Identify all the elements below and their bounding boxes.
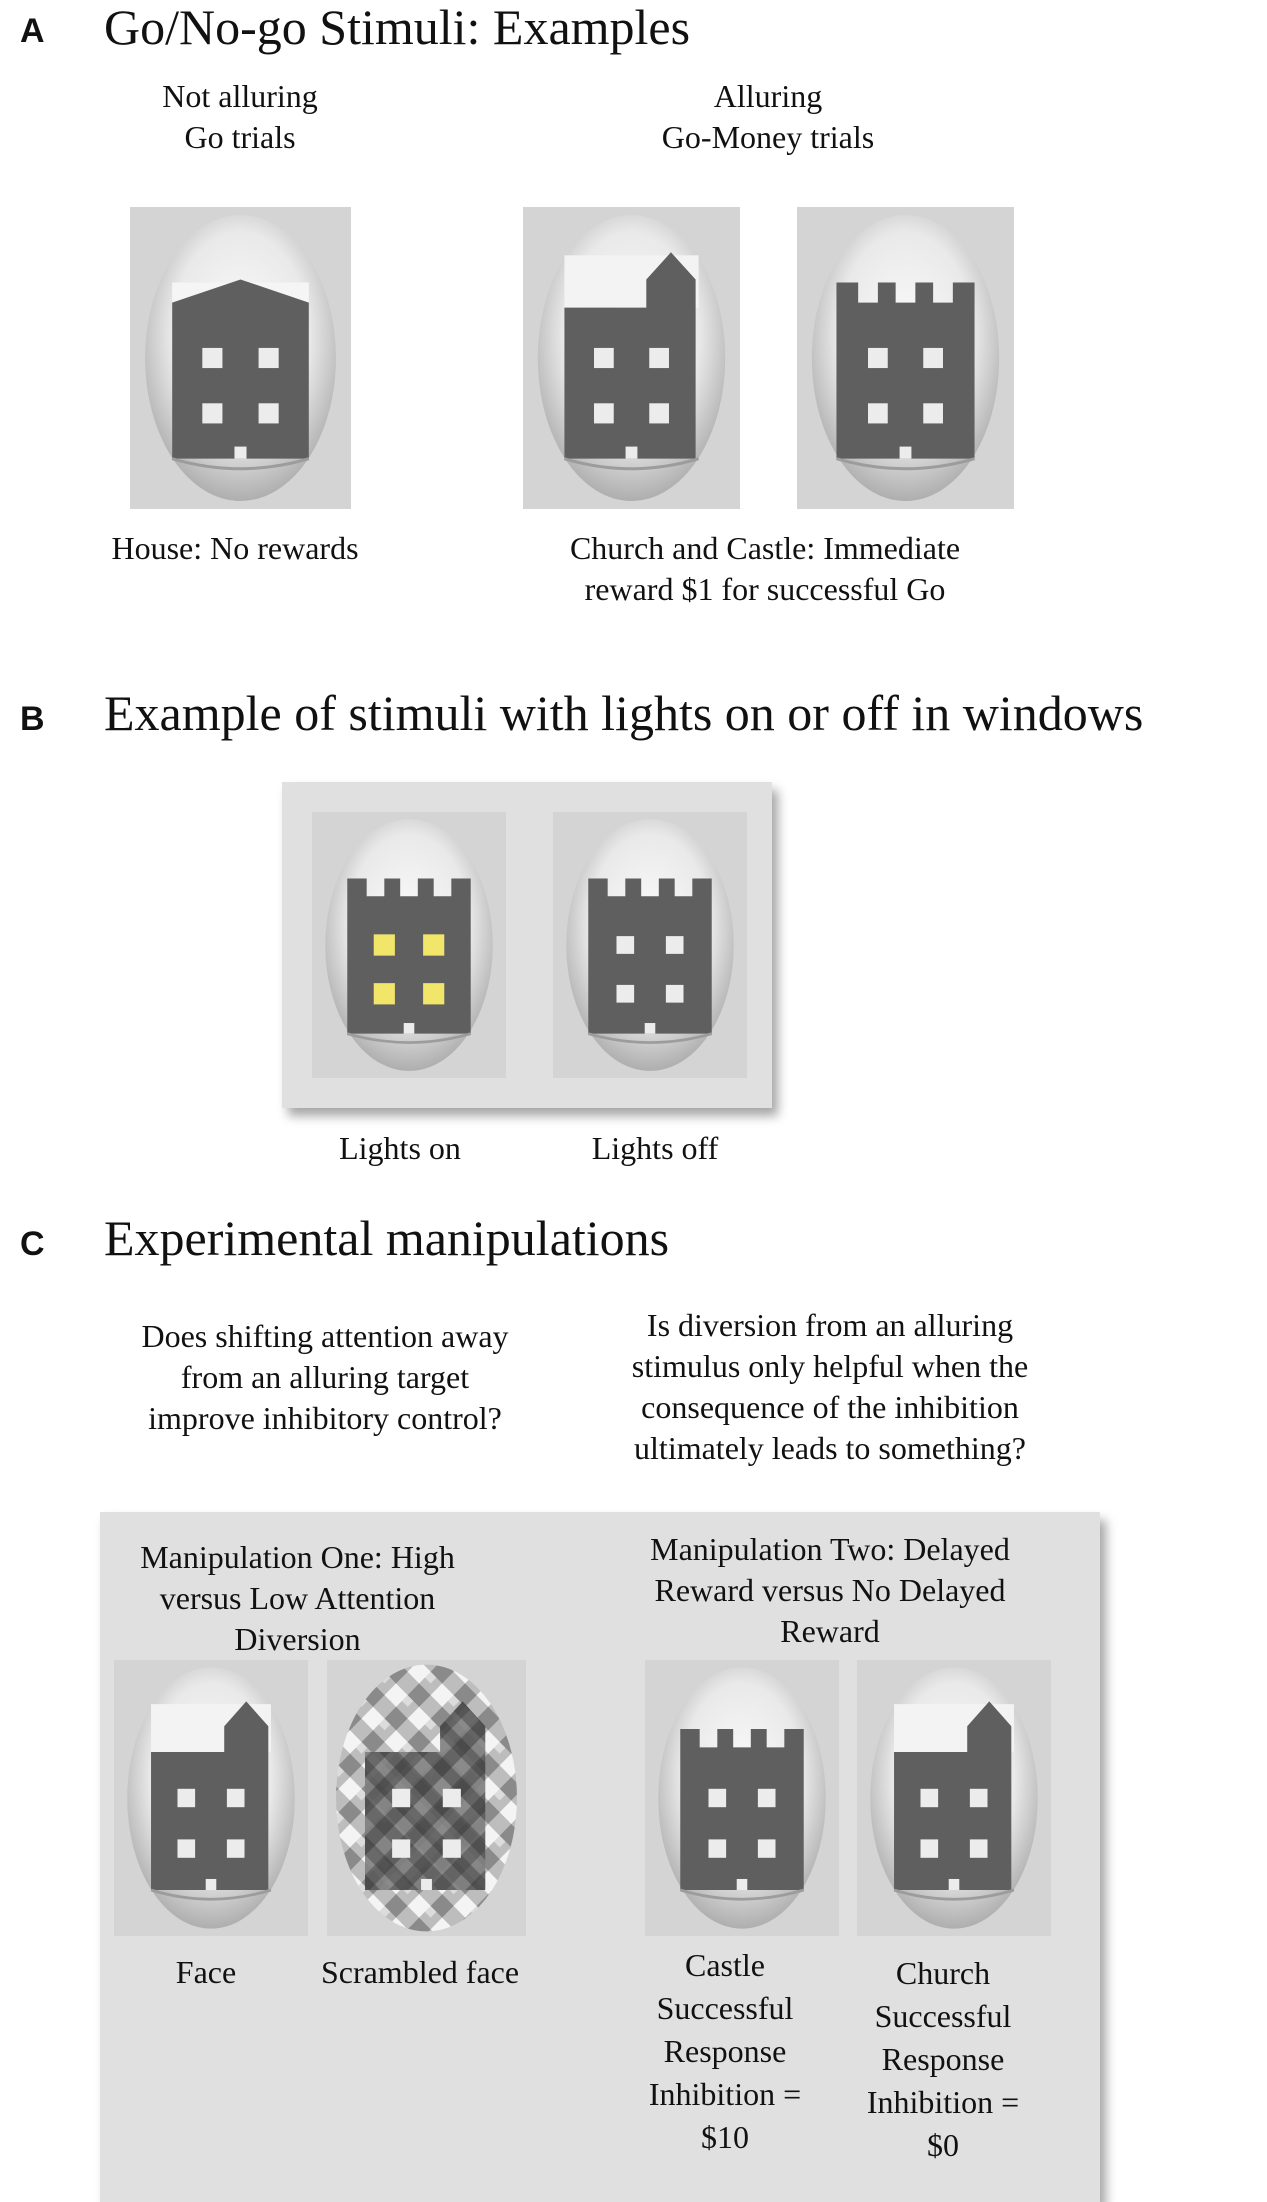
house-caption: House: No rewards	[111, 530, 359, 566]
church-reward-label: Church Successful Response Inhibition = $0	[866, 1955, 1020, 2163]
not-alluring-header: Not alluring Go trials	[162, 78, 318, 155]
scrambled-face-stimulus	[327, 1660, 526, 1936]
lights-off-label: Lights off	[591, 1130, 719, 1166]
question-left: Does shifting attention away from an alluring target improve inhibitory control?	[141, 1318, 509, 1436]
panel-a-title: Go/No-go Stimuli: Examples	[104, 0, 691, 55]
lights-on-stimulus	[312, 812, 506, 1078]
lights-on-label: Lights on	[339, 1130, 461, 1166]
manipulation-one-title: Manipulation One: High versus Low Attention Diversion	[140, 1539, 455, 1657]
face-label: Face	[175, 1954, 237, 1990]
lights-off-stimulus	[553, 812, 747, 1078]
panel-a-letter: A	[20, 12, 45, 50]
scrambled-face-label: Scrambled face	[320, 1954, 520, 1990]
castle-reward-label: Castle Successful Response Inhibition = $10	[648, 1947, 802, 2155]
face-stimulus	[114, 1660, 308, 1936]
panel-c-title: Experimental manipulations	[104, 1210, 670, 1266]
church-delayed-stimulus	[857, 1660, 1051, 1936]
castle-delayed-stimulus	[645, 1660, 839, 1936]
panel-b-title: Example of stimuli with lights on or off in windows	[104, 685, 1144, 741]
manipulation-two-title: Manipulation Two: Delayed Reward versus No Delayed Reward	[650, 1531, 1010, 1649]
alluring-header: Alluring Go-Money trials	[661, 78, 875, 155]
castle-stimulus	[797, 207, 1014, 509]
panel-c-letter: C	[20, 1225, 45, 1263]
church-stimulus	[523, 207, 740, 509]
church-castle-caption: Church and Castle: Immediate reward $1 for successful Go	[569, 530, 961, 607]
house-stimulus	[130, 207, 351, 509]
question-right: Is diversion from an alluring stimulus only helpful when the consequence of the inhibition ultimately leads to something?	[631, 1307, 1029, 1466]
panel-b-letter: B	[20, 700, 45, 738]
